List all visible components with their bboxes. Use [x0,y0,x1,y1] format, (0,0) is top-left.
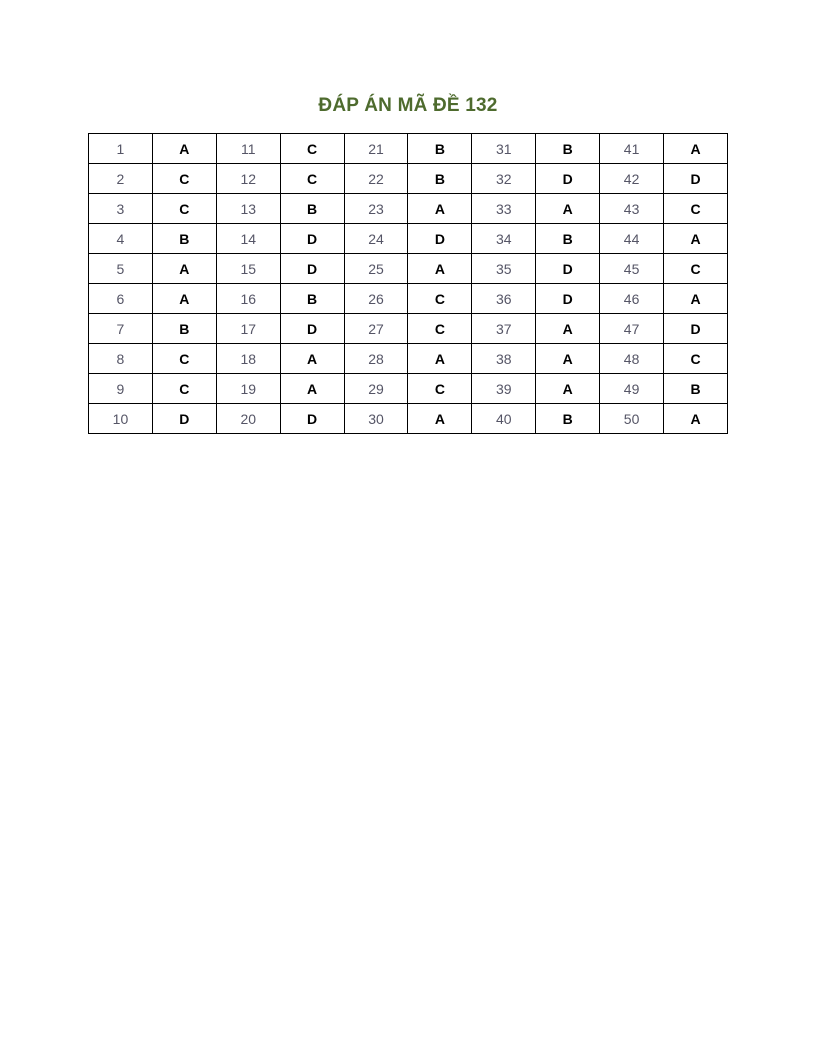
question-number-cell: 39 [472,374,536,404]
answer-cell: A [152,254,216,284]
table-row [89,164,728,194]
question-number-cell: 30 [344,404,408,434]
question-number-cell: 22 [344,164,408,194]
answer-cell: A [408,194,472,224]
question-number-cell: 7 [89,314,153,344]
table-row [89,224,728,254]
question-number-cell: 5 [89,254,153,284]
answer-cell: C [408,314,472,344]
question-number-cell: 49 [600,374,664,404]
answer-cell: A [408,404,472,434]
answer-cell: A [536,194,600,224]
answer-cell: B [280,284,344,314]
answer-cell: A [536,314,600,344]
answer-cell: C [280,164,344,194]
table-row [89,374,728,404]
question-number-cell: 38 [472,344,536,374]
question-number-cell: 31 [472,134,536,164]
answer-cell: B [280,194,344,224]
question-number-cell: 41 [600,134,664,164]
question-number-cell: 44 [600,224,664,254]
answer-cell: B [536,224,600,254]
table-row [89,254,728,284]
answer-cell: C [280,134,344,164]
answer-cell: B [536,404,600,434]
answer-cell: C [664,254,728,284]
answer-cell: A [408,254,472,284]
question-number-cell: 11 [216,134,280,164]
question-number-cell: 9 [89,374,153,404]
answer-cell: D [280,404,344,434]
question-number-cell: 14 [216,224,280,254]
answer-cell: D [280,254,344,284]
question-number-cell: 37 [472,314,536,344]
table-row [89,194,728,224]
question-number-cell: 25 [344,254,408,284]
question-number-cell: 47 [600,314,664,344]
page-title: ĐÁP ÁN MÃ ĐỀ 132 [318,95,498,116]
answer-cell: C [152,164,216,194]
answer-cell: B [152,314,216,344]
question-number-cell: 13 [216,194,280,224]
answer-cell: D [536,284,600,314]
question-number-cell: 43 [600,194,664,224]
question-number-cell: 28 [344,344,408,374]
question-number-cell: 6 [89,284,153,314]
question-number-cell: 46 [600,284,664,314]
question-number-cell: 19 [216,374,280,404]
question-number-cell: 26 [344,284,408,314]
question-number-cell: 20 [216,404,280,434]
question-number-cell: 4 [89,224,153,254]
table-row [89,284,728,314]
table-row [89,314,728,344]
question-number-cell: 12 [216,164,280,194]
question-number-cell: 1 [89,134,153,164]
question-number-cell: 35 [472,254,536,284]
answer-cell: D [664,164,728,194]
question-number-cell: 34 [472,224,536,254]
answer-cell: A [664,134,728,164]
question-number-cell: 50 [600,404,664,434]
table-row [89,134,728,164]
answer-cell: C [408,374,472,404]
answer-cell: D [536,164,600,194]
answer-cell: D [280,224,344,254]
answer-cell: A [280,374,344,404]
question-number-cell: 32 [472,164,536,194]
question-number-cell: 29 [344,374,408,404]
answer-cell: D [664,314,728,344]
answer-cell: B [408,134,472,164]
question-number-cell: 42 [600,164,664,194]
answer-cell: C [408,284,472,314]
answer-cell: C [152,194,216,224]
question-number-cell: 18 [216,344,280,374]
answer-cell: D [152,404,216,434]
answer-cell: C [152,344,216,374]
answer-cell: A [536,344,600,374]
answer-cell: D [280,314,344,344]
answer-cell: A [280,344,344,374]
answer-cell: B [152,224,216,254]
question-number-cell: 8 [89,344,153,374]
answer-cell: B [664,374,728,404]
question-number-cell: 48 [600,344,664,374]
question-number-cell: 16 [216,284,280,314]
question-number-cell: 36 [472,284,536,314]
answer-cell: C [152,374,216,404]
answer-cell: D [536,254,600,284]
question-number-cell: 3 [89,194,153,224]
answer-cell: C [664,344,728,374]
table-row [89,404,728,434]
answer-cell: C [664,194,728,224]
answer-cell: A [664,404,728,434]
answer-cell: A [664,284,728,314]
question-number-cell: 27 [344,314,408,344]
answer-cell: A [536,374,600,404]
answer-key-table [88,133,728,434]
question-number-cell: 23 [344,194,408,224]
question-number-cell: 10 [89,404,153,434]
question-number-cell: 2 [89,164,153,194]
question-number-cell: 15 [216,254,280,284]
question-number-cell: 33 [472,194,536,224]
question-number-cell: 21 [344,134,408,164]
answer-cell: A [152,134,216,164]
answer-cell: B [408,164,472,194]
question-number-cell: 24 [344,224,408,254]
answer-cell: D [408,224,472,254]
answer-cell: B [536,134,600,164]
answer-cell: A [664,224,728,254]
question-number-cell: 40 [472,404,536,434]
answer-cell: A [152,284,216,314]
table-row [89,344,728,374]
answer-key-body [89,134,728,434]
question-number-cell: 45 [600,254,664,284]
answer-cell: A [408,344,472,374]
question-number-cell: 17 [216,314,280,344]
